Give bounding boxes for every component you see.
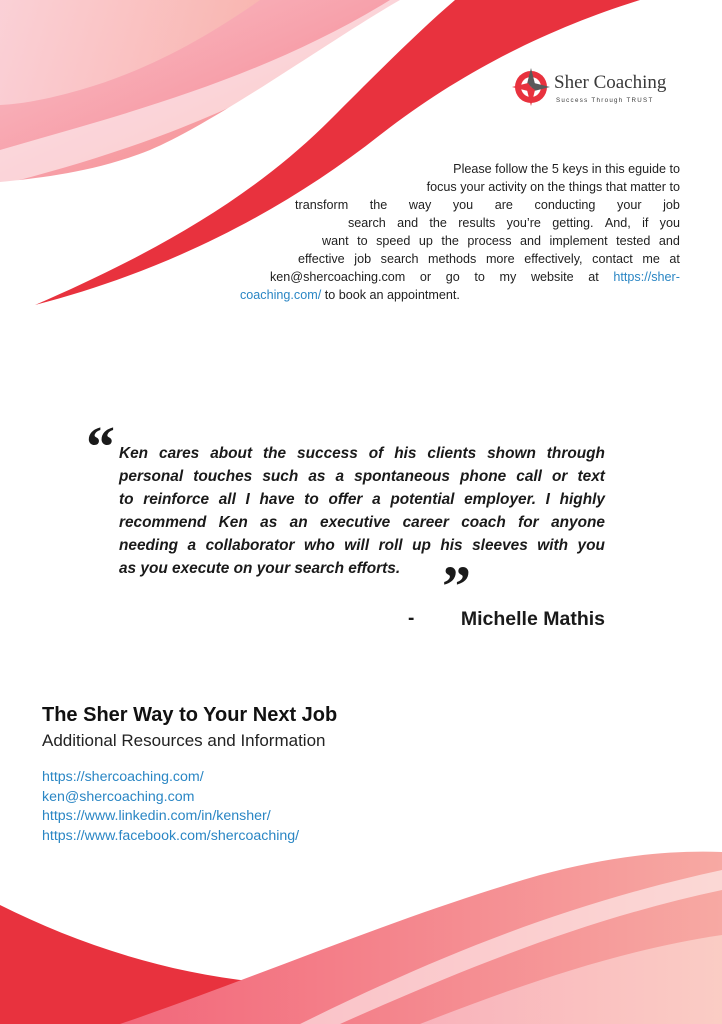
- website-link-part2[interactable]: coaching.com/: [240, 288, 322, 302]
- intro-text: to book an appointment.: [321, 288, 460, 302]
- intro-line-contact: [270, 268, 680, 286]
- website-link-part1[interactable]: https://sher-: [613, 270, 680, 284]
- email-link[interactable]: ken@shercoaching.com: [42, 788, 195, 805]
- intro-line: effective job search methods more effectively, contact me at: [298, 252, 680, 266]
- intro-line: Please follow the 5 keys in this eguide to: [453, 162, 680, 176]
- attribution-dash: -: [408, 608, 415, 629]
- sher-coaching-logo: [510, 64, 680, 114]
- intro-word: at: [588, 270, 599, 284]
- facebook-link[interactable]: https://www.facebook.com/shercoaching/: [42, 827, 300, 844]
- resources-subtitle: Additional Resources and Information: [42, 731, 326, 750]
- quote-line: Ken cares about the success of his clients shown through: [119, 445, 605, 462]
- quote-line: as you execute on your search efforts.: [119, 560, 401, 577]
- intro-line: focus your activity on the things that matter to: [426, 180, 680, 194]
- testimonial-author: Michelle Mathis: [460, 608, 605, 630]
- quote-line: personal touches such as a spontaneous phone call or text: [119, 468, 605, 485]
- intro-line: want to speed up the process and implement tested and: [322, 234, 680, 248]
- intro-line: transform the way you are conducting your job: [295, 198, 680, 212]
- linkedin-link[interactable]: https://www.linkedin.com/in/kensher/: [42, 808, 271, 824]
- logo-tagline: Success Through TRUST: [556, 97, 654, 104]
- quote-line: recommend Ken as an executive career coach for anyone: [119, 514, 605, 531]
- logo-name: Sher Coaching: [554, 72, 667, 93]
- intro-email: ken@shercoaching.com: [270, 270, 406, 284]
- intro-line-last: [240, 286, 460, 304]
- compass-logo-icon: [510, 66, 552, 108]
- resource-links: [42, 768, 299, 846]
- open-quote-mark: “: [86, 414, 115, 479]
- quote-line: needing a collaborator who will roll up his sleeves with you: [119, 537, 605, 554]
- close-quote-mark: ”: [442, 554, 471, 619]
- intro-word: my: [499, 270, 517, 284]
- intro-word: go: [445, 270, 460, 284]
- intro-word: website: [530, 270, 574, 284]
- intro-line: search and the results you’re getting. And, if you: [348, 216, 680, 230]
- intro-word: or: [419, 270, 432, 284]
- quote-line: to reinforce all I have to offer a potential employer. I highly: [119, 491, 605, 508]
- resources-title: The Sher Way to Your Next Job: [42, 704, 338, 726]
- intro-word: to: [474, 270, 485, 284]
- website-link[interactable]: https://shercoaching.com/: [42, 769, 204, 785]
